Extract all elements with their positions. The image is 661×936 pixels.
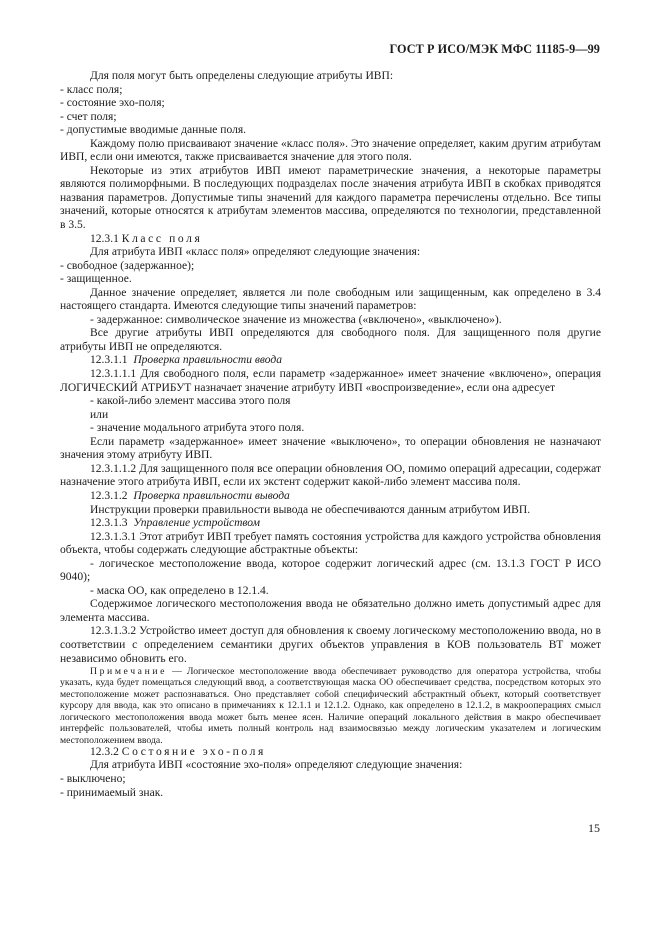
- paragraph: 12.3.1.1.1 Для свободного поля, если параметр «задержанное» имеет значение «включено», операция ЛОГИЧЕСКИЙ АТРИБУТ назначает значение атрибуту ИВП «воспроизведение», если она адресует: [60, 368, 601, 394]
- paragraph: Некоторые из этих атрибутов ИВП имеют параметрические значения, а некоторые параметры являются полиморфными. В последующих подразделах после значения атрибута ИВП в скобках приводятся названия параметров. Допустимые типы значений для каждого параметра перечислены отдельно. Все типы значений, которые относятся к атрибутам элементов массива, определяются по технологии, представленной в 3.5.: [60, 164, 601, 232]
- list-item: - состояние эхо-поля;: [60, 97, 165, 110]
- section-heading-12-3-2: [60, 746, 601, 760]
- section-heading-12-3-1-3: [60, 517, 601, 531]
- paragraph: Данное значение определяет, является ли поле свободным или защищенным, как определено в 3.4 настоящего стандарта. Имеются следующие типы значений параметров:: [60, 286, 601, 313]
- paragraph: 12.3.1.3.2 Устройство имеет доступ для обновления к своему логическому местоположению ввода, но в соответствии с определением семантики других объектов управления в КОВ пользователь ВТ может независимо обновить его.: [60, 625, 601, 665]
- paragraph: Для атрибута ИВП «класс поля» определяют следующие значения:: [90, 246, 421, 259]
- section-title: Управление устройством: [133, 517, 260, 530]
- list-item: - свободное (задержанное);: [60, 259, 195, 272]
- paragraph: - какой-либо элемент массива этого поля: [90, 395, 291, 408]
- paragraph: Для атрибута ИВП «состояние эхо-поля» определяют следующие значения:: [90, 759, 463, 772]
- section-heading-12-3-1-1: [60, 354, 601, 368]
- list-item: - защищенное.: [60, 273, 132, 286]
- paragraph: 12.3.1.3.1 Этот атрибут ИВП требует память состояния устройства для каждого устройства обновления объекта, чтобы содержать следующие абстрактные объекты:: [60, 530, 601, 557]
- paragraph: - маска ОО, как определено в 12.1.4.: [90, 584, 269, 597]
- paragraph: Содержимое логического местоположения ввода не обязательно должно иметь допустимый адрес для элемента массива.: [60, 598, 601, 624]
- document-body: [60, 70, 601, 800]
- list-item: - принимаемый знак.: [60, 786, 164, 799]
- section-number: 12.3.1: [90, 232, 119, 245]
- paragraph: 12.3.1.1.2 Для защищенного поля все операции обновления ОО, помимо операций адресации, содержат назначение этого атрибута ИВП, если их экстент содержит какой-либо элемент массива поля.: [60, 462, 601, 489]
- paragraph: или: [90, 408, 109, 421]
- section-number: 12.3.2: [90, 745, 119, 758]
- section-title: Состояние эхо-поля: [121, 745, 266, 758]
- section-number: 12.3.1.1: [90, 354, 128, 367]
- paragraph: Для поля могут быть определены следующие атрибуты ИВП:: [90, 70, 394, 82]
- paragraph: - логическое местоположение ввода, которое содержит логический адрес (см. 13.1.3 ГОСТ Р ИСО 9040);: [60, 557, 601, 584]
- paragraph: - задержанное: символическое значение из множества («включено», «выключено»).: [90, 313, 502, 326]
- section-heading-12-3-1: [60, 233, 601, 247]
- section-title: Проверка правильности ввода: [133, 354, 283, 367]
- section-number: 12.3.1.2: [90, 489, 128, 502]
- list-item: - допустимые вводимые данные поля.: [60, 124, 247, 137]
- section-title: Проверка правильности вывода: [133, 489, 290, 502]
- page-number: 15: [588, 821, 600, 835]
- paragraph: Инструкции проверки правильности вывода не обеспечиваются данным атрибутом ИВП.: [90, 503, 531, 516]
- section-number: 12.3.1.3: [90, 517, 128, 530]
- list-item: - счет поля;: [60, 110, 117, 123]
- paragraph: Если параметр «задержанное» имеет значение «выключено», то операции обновления не назначают значения этому атрибуту ИВП.: [60, 435, 601, 462]
- paragraph: Каждому полю присваивают значение «класс поля». Это значение определяет, каким другим атрибутам ИВП, если они имеются, также присваивается значение для этого поля.: [60, 137, 601, 164]
- page-header: ГОСТ Р ИСО/МЭК МФС 11185-9—99: [389, 42, 600, 56]
- paragraph: Все другие атрибуты ИВП определяются для свободного поля. Для защищенного поля другие атрибуты ИВП не определяются.: [60, 327, 601, 353]
- note-label: Примечание: [90, 666, 168, 678]
- section-heading-12-3-1-2: [60, 490, 601, 504]
- note-text: — Логическое местоположение ввода обеспечивает руководство для оператора устройства, чтобы указать, куда будет помещаться следующий ввод, а соответствующая маска ОО обеспечивает средства, посредством которых это местоположение может распознаваться. Оно представляет собой специфический абстрактный объект, который соответствует курсору для ввода, как это описано в примечаниях к 12.1.1 и 12.1.2. Однако, как определено в 12.1.2, в макрооперациях смысл логического местоположения ввода может быть менее ясен. Наличие операций локального действия в макро обеспечивает интерфейс пользователей, чтобы иметь полный контроль над взаимосвязью между логическим указателем и логическим местоположением ввода.: [60, 666, 601, 746]
- list-item: - класс поля;: [60, 83, 123, 96]
- list-item: - выключено;: [60, 773, 126, 785]
- note: [60, 666, 601, 746]
- paragraph: - значение модального атрибута этого поля.: [90, 422, 305, 435]
- section-title: Класс поля: [121, 232, 203, 245]
